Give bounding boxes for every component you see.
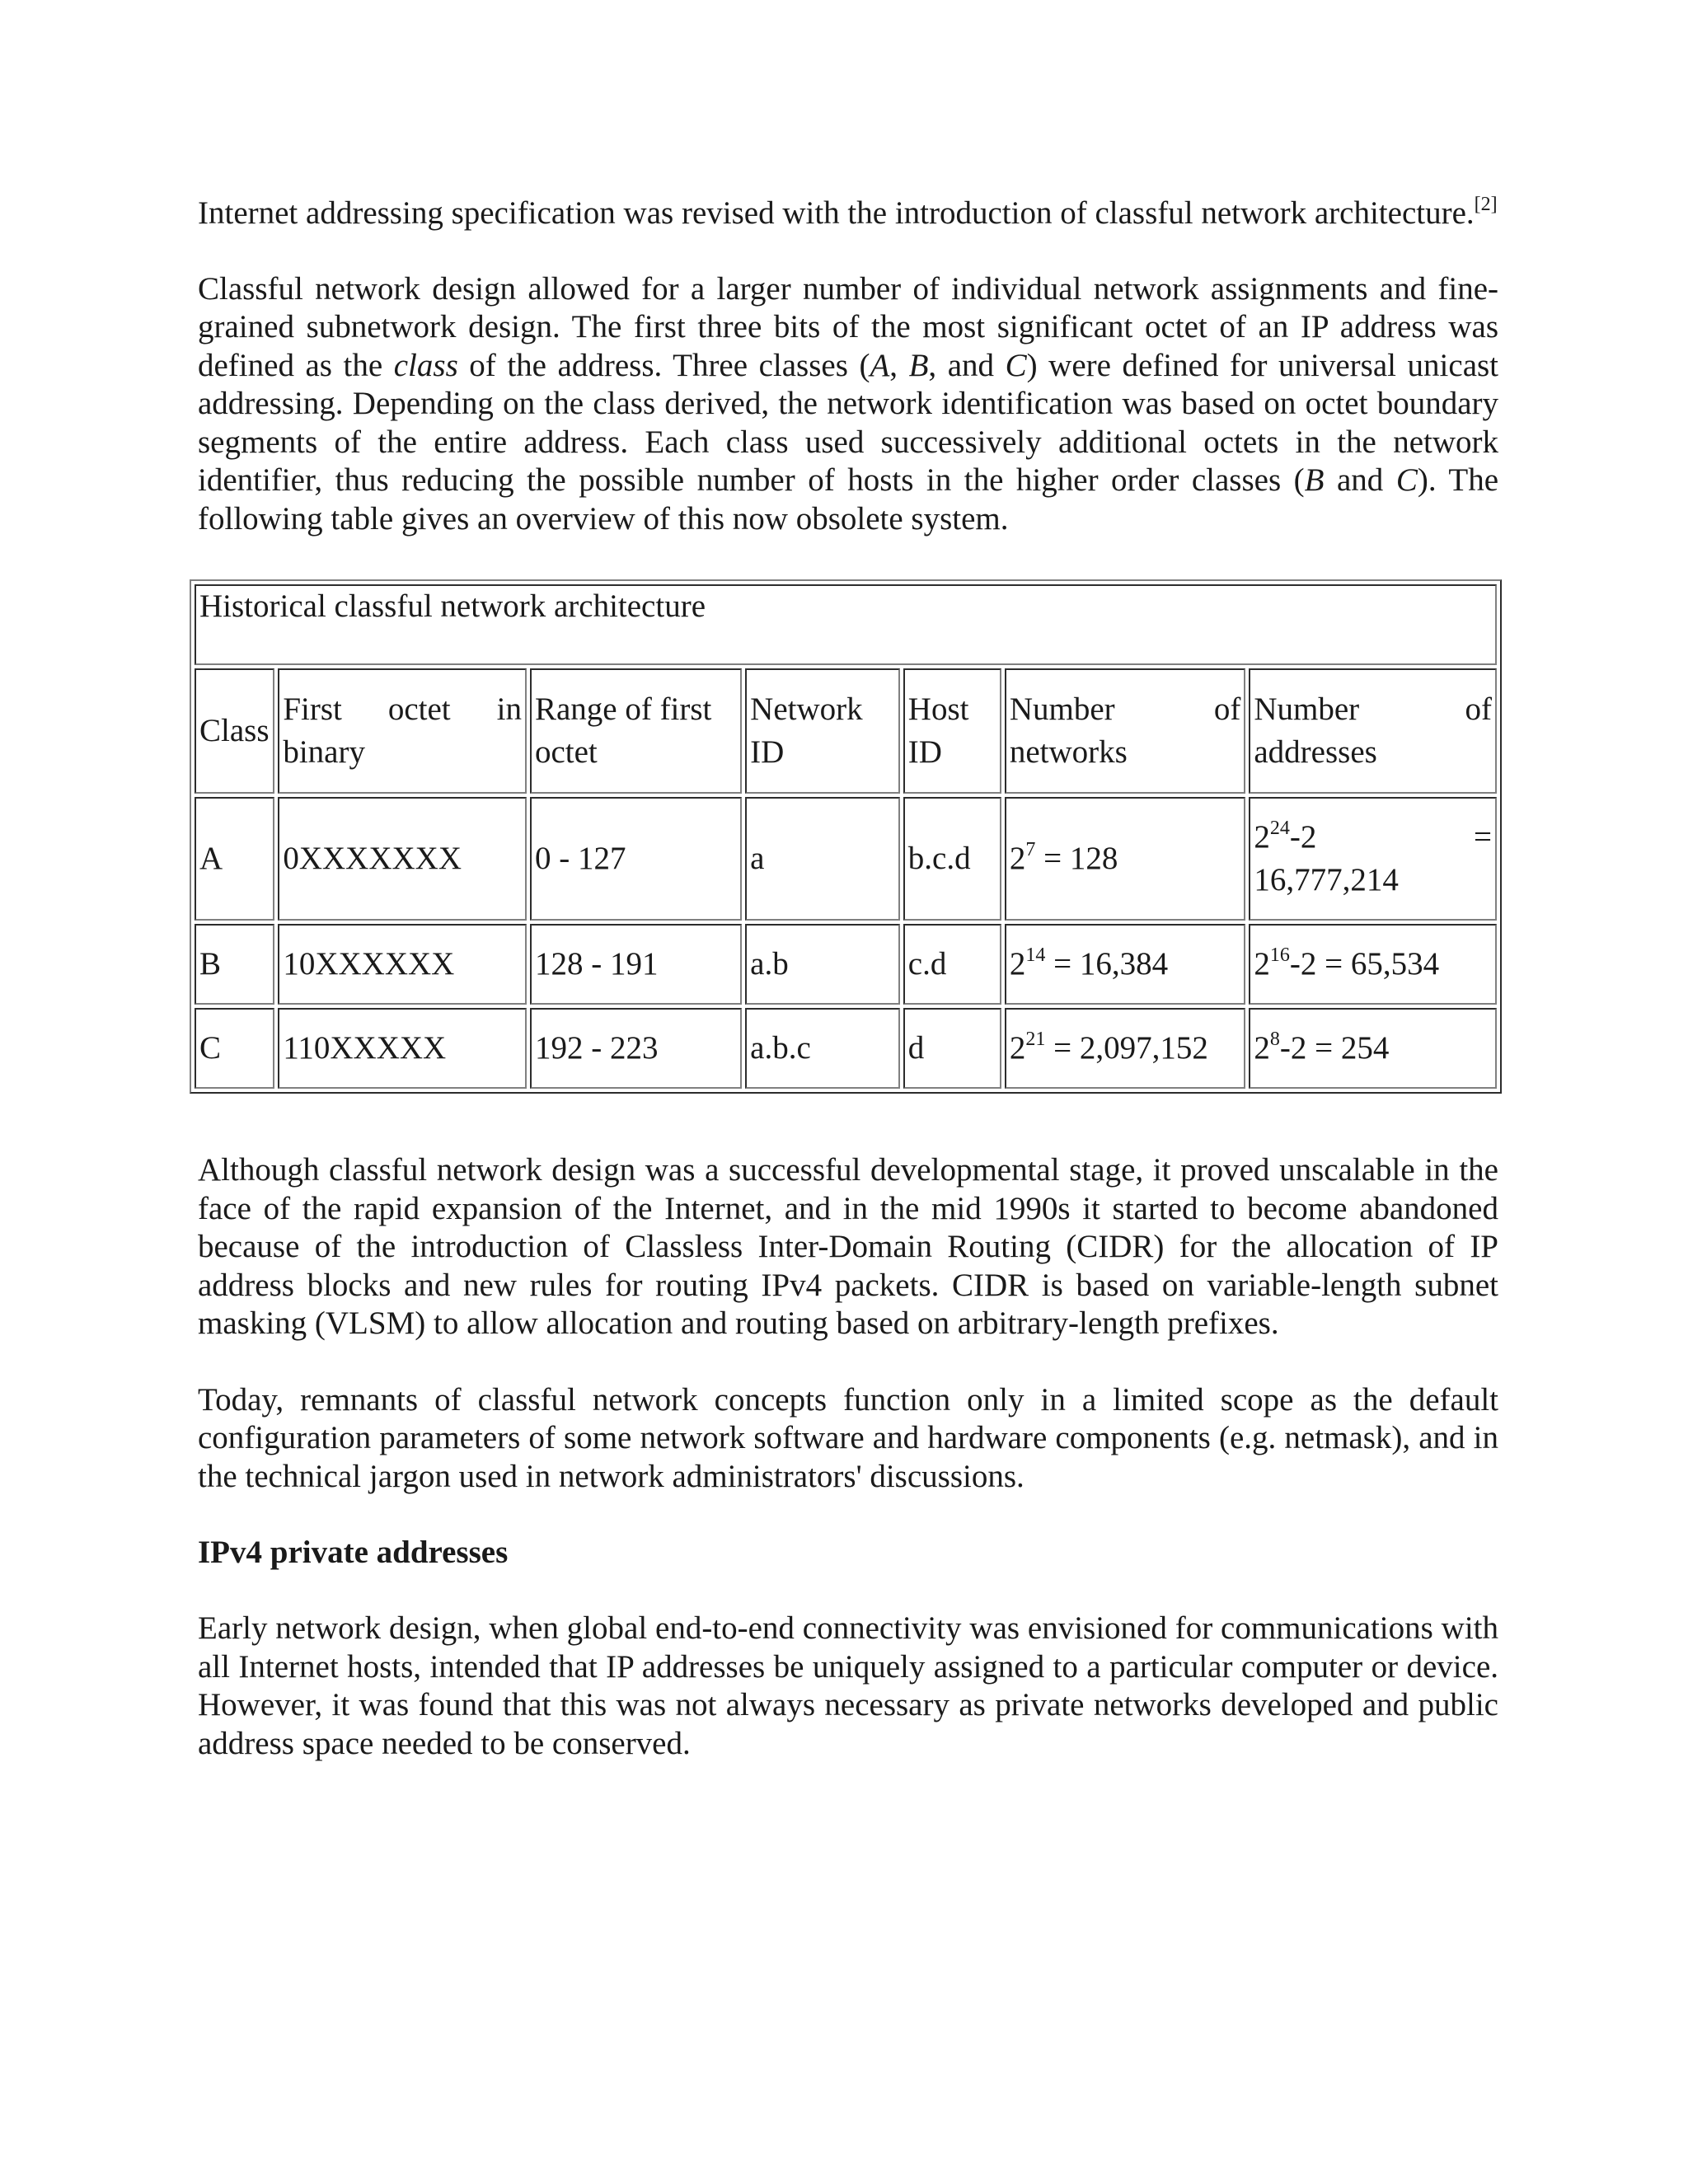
cell-range: 0 - 127 [530,797,742,921]
cell-class: A [195,797,274,921]
header-first-octet: First octet in binary [278,668,527,794]
classful-network-table [190,579,1502,1094]
cell-networks: $2^7 = 128$ [1005,797,1246,921]
cell-range: 128 - 191 [530,924,742,1005]
cell-class: C [195,1008,274,1089]
cell-host-id: d [903,1008,1001,1089]
paragraph-cidr: Although classful network design was a successful developmental stage, it proved unscalable in the face of the rapid expansion of the Internet, and in the mid 1990s it started to become abandoned because of the introduction of Classless Inter-Domain Routing (CIDR) for the allocation of IP address blocks and new rules for routing IPv4 packets. CIDR is based on variable-length subnet masking (VLSM) to allow allocation and routing based on arbitrary-length prefixes. [198,1152,1498,1341]
classful-table-wrapper [190,579,1502,1094]
document-page [198,194,1498,1763]
header-number-of-addresses: Number of addresses [1249,668,1497,794]
cell-host-id: b.c.d [903,797,1001,921]
table-row [195,797,1497,921]
citation-ref[interactable]: [2] [1474,194,1498,215]
cell-network-id: a.b [745,924,900,1005]
header-network-id: Network ID [745,668,900,794]
header-range: Range of first octet [530,668,742,794]
cell-networks: $2^{21} = 2,097,152$ [1005,1008,1246,1089]
cell-binary: 110XXXXX [278,1008,527,1089]
paragraph-classful-design: Classful network design allowed for a larger number of individual network assignments and fine-grained subnetwork design. The first three bits of the most significant octet of an IP address was defined as the class of the address. Three classes (A, B, and C) were defined for universal unicast addressing. Depending on the class derived, the network identification was based on octet boundary segments of the entire address. Each class used successively additional octets in the network identifier, thus reducing the possible number of hosts in the higher order classes (B and C). The following table gives an overview of this now obsolete system. [198,270,1499,537]
table-caption: Historical classful network architecture [195,584,1497,665]
header-host-id: Host ID [903,668,1001,794]
cell-range: 192 - 223 [530,1008,742,1089]
paragraph-remnants: Today, remnants of classful network concepts function only in a limited scope as the default configuration parameters of some network software and hardware components (e.g. netmask), and in the technical jargon used in network administrators' discussions. [198,1381,1498,1494]
cell-class: B [195,924,274,1005]
cell-binary: 10XXXXXX [278,924,527,1005]
cell-network-id: a [745,797,900,921]
table-row [195,924,1497,1005]
cell-addresses: $2^{24}-2$ = 16,777,214 [1249,797,1497,921]
paragraph-intro: Internet addressing specification was revised with the introduction of classful network architecture.[2] [198,194,1498,231]
cell-addresses: $2^8-2 = 254$ [1249,1008,1497,1089]
cell-binary: 0XXXXXXX [278,797,527,921]
section-heading: IPv4 private addresses [198,1535,509,1570]
cell-network-id: a.b.c [745,1008,900,1089]
header-class: Class [195,668,274,794]
cell-networks: $2^{14} = 16,384$ [1005,924,1246,1005]
cell-addresses: $2^{16}-2 = 65,534$ [1249,924,1497,1005]
cell-host-id: c.d [903,924,1001,1005]
table-row [195,1008,1497,1089]
header-number-of-networks: Number of networks [1005,668,1246,794]
table-header-row [195,668,1497,794]
paragraph-private-addresses: Early network design, when global end-to-end connectivity was envisioned for communications with all Internet hosts, intended that IP addresses be uniquely assigned to a particular computer or device. However, it was found that this was not always necessary as private networks developed and public address space needed to be conserved. [198,1610,1498,1761]
